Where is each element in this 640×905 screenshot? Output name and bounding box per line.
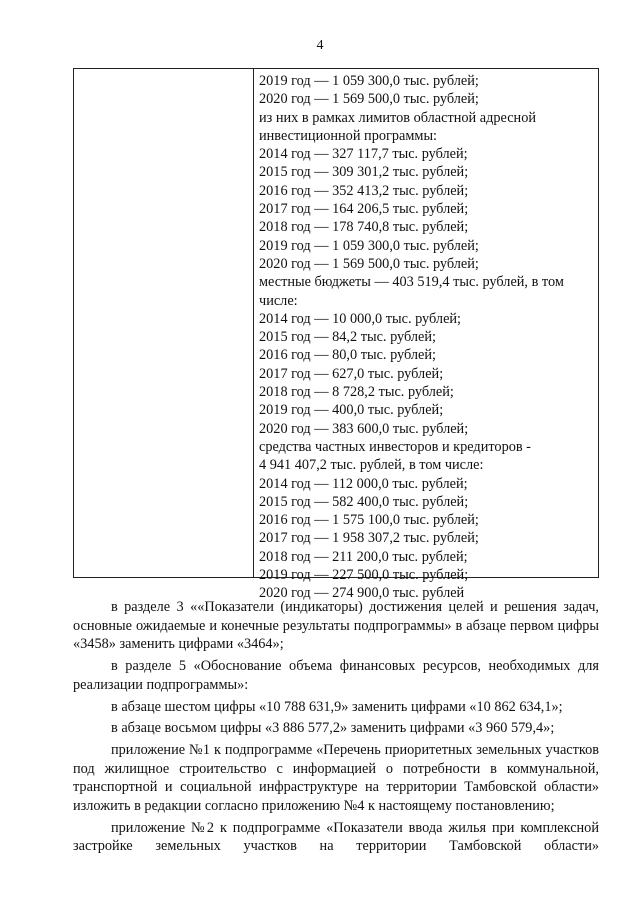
table-line: из них в рамках лимитов областной адресной	[259, 109, 537, 126]
paragraph-sixth-clause: в абзаце шестом цифры «10 788 631,9» заменить цифрами «10 862 634,1»;	[111, 698, 563, 715]
table-column-divider	[253, 69, 254, 577]
table-line: 2020 год — 274 900,0 тыс. рублей	[259, 585, 465, 602]
table-line: 2017 год — 627,0 тыс. рублей;	[259, 365, 444, 382]
table-line: 2014 год — 327 117,7 тыс. рублей;	[259, 146, 468, 163]
paragraph-appendix-2: приложение №2 к подпрограмме «Показатели ввода жилья при комплексной застройке земельных участков на территории Тамбовской области»	[73, 819, 599, 855]
document-body	[73, 598, 599, 856]
table-line: 2015 год — 84,2 тыс. рублей;	[259, 329, 437, 346]
table-line: 2019 год — 1 059 300,0 тыс. рублей;	[259, 73, 479, 89]
paragraph-section-5: в разделе 5 «Обоснование объема финансовых ресурсов, необходимых для реализации подпрограммы»:	[73, 658, 599, 693]
paragraph-appendix-1: приложение №1 к подпрограмме «Перечень приоритетных земельных участков под жилищное строительство с информацией о потребности в коммунальной, транспортной и социальной инфраструктуре на территории Тамбовской области» изложить в редакции согласно приложению №4 к настоящему постановлению;	[73, 741, 599, 815]
table-line: 2019 год — 227 500,0 тыс. рублей;	[259, 567, 469, 584]
table-line: 2019 год — 400,0 тыс. рублей;	[259, 402, 444, 419]
table-line: средства частных инвесторов и кредиторов -	[259, 438, 531, 455]
paragraph-section-3: в разделе 3 ««Показатели (индикаторы) достижения целей и решения задач, основные ожидаемые и конечные результаты подпрограммы» в абзаце первом цифры «3458» заменить цифрами «3464»;	[73, 599, 599, 653]
table-line: 2015 год — 582 400,0 тыс. рублей;	[259, 493, 469, 510]
table-line: числе:	[259, 292, 298, 309]
table-line: 2016 год — 80,0 тыс. рублей;	[259, 347, 437, 364]
page-number: 4	[316, 38, 324, 53]
funding-cell	[259, 72, 592, 603]
table-line: 4 941 407,2 тыс. рублей, в том числе:	[259, 457, 484, 474]
paragraph-eighth-clause: в абзаце восьмом цифры «3 886 577,2» заменить цифрами «3 960 579,4»;	[111, 720, 555, 737]
funding-table	[73, 68, 599, 602]
table-line: 2017 год — 164 206,5 тыс. рублей;	[259, 201, 469, 218]
table-line: 2016 год — 1 575 100,0 тыс. рублей;	[259, 512, 479, 529]
table-line: 2016 год — 352 413,2 тыс. рублей;	[259, 182, 469, 199]
table-line: 2018 год — 178 740,8 тыс. рублей;	[259, 219, 469, 236]
table-line: 2018 год — 8 728,2 тыс. рублей;	[259, 384, 454, 401]
table-line: 2018 год — 211 200,0 тыс. рублей;	[259, 548, 468, 565]
table-line: 2014 год — 112 000,0 тыс. рублей;	[259, 475, 468, 492]
table-line: местные бюджеты — 403 519,4 тыс. рублей, в том	[259, 274, 564, 291]
table-line: 2014 год — 10 000,0 тыс. рублей;	[259, 310, 462, 327]
table-line: 2019 год — 1 059 300,0 тыс. рублей;	[259, 237, 479, 254]
table-line: 2017 год — 1 958 307,2 тыс. рублей;	[259, 530, 479, 547]
table-line: 2020 год — 1 569 500,0 тыс. рублей;	[259, 255, 479, 272]
table-line: 2020 год — 1 569 500,0 тыс. рублей;	[259, 91, 479, 108]
table-line: 2015 год — 309 301,2 тыс. рублей;	[259, 164, 469, 181]
table-line: 2020 год — 383 600,0 тыс. рублей;	[259, 420, 469, 437]
table-line: инвестиционной программы:	[259, 127, 438, 144]
